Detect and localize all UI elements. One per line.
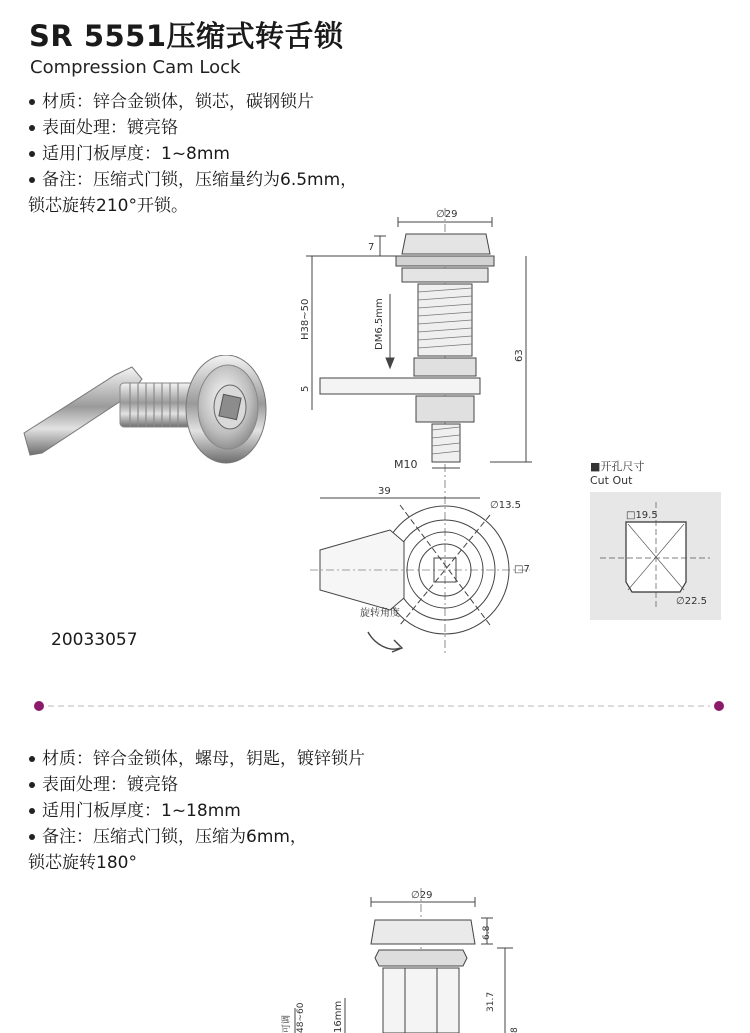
cutout-label-en: Cut Out bbox=[590, 474, 633, 487]
cutout-label bbox=[590, 460, 644, 488]
rotation-angle-label: 旋转角度 bbox=[360, 608, 400, 619]
dim-dia-13-5: ∅13.5 bbox=[490, 500, 521, 511]
dim-dm: DM6.5mm bbox=[374, 298, 385, 350]
spec-finish: 表面处理：镀亮铬 bbox=[28, 115, 357, 141]
dim-thread: M10 bbox=[394, 458, 418, 471]
technical-drawing-b bbox=[275, 888, 535, 1033]
dim-b-31-7: 31.7 bbox=[486, 991, 496, 1012]
spec-material-b: 材质：锌合金锁体，螺母，钥匙，镀锌锁片 bbox=[28, 746, 365, 772]
product-title: SR 5551压缩式转舌锁 bbox=[29, 19, 344, 53]
dim-h-range: H38~50 bbox=[300, 298, 311, 340]
dim-b-range: 48~60 bbox=[296, 1002, 306, 1033]
spec-material: 材质：锌合金锁体，锁芯，碳钢锁片 bbox=[28, 89, 357, 115]
dim-b-dia-top: ∅29 bbox=[411, 890, 433, 901]
dim-dia-top: ∅29 bbox=[436, 209, 458, 220]
square-keyway-icon bbox=[219, 394, 241, 419]
dim-b-dm: 16mm bbox=[333, 1000, 344, 1033]
dim-5: 5 bbox=[300, 385, 311, 392]
cutout-label-cn: ■开孔尺寸 bbox=[590, 460, 645, 473]
product-subtitle: Compression Cam Lock bbox=[30, 57, 241, 78]
cutout-sq-dim: □19.5 bbox=[626, 510, 658, 521]
section-divider bbox=[34, 700, 724, 712]
dim-b-adjust: 可调 bbox=[282, 1014, 292, 1033]
technical-drawing-a bbox=[290, 200, 550, 660]
cutout-dia-dim: ∅22.5 bbox=[676, 596, 707, 607]
spec-note-line2: 锁芯旋转210°开锁。 bbox=[28, 196, 188, 216]
part-number: 20033057 bbox=[51, 630, 138, 650]
dim-39: 39 bbox=[378, 486, 391, 497]
dim-7: 7 bbox=[368, 242, 375, 253]
dim-sq-7: □7 bbox=[514, 564, 530, 575]
cutout-diagram bbox=[590, 492, 721, 620]
spec-list-b bbox=[28, 746, 365, 876]
spec-note-b bbox=[28, 824, 365, 876]
spec-note-line1: 备注：压缩式门锁，压缩量约为6.5mm， bbox=[42, 170, 358, 190]
dim-63: 63 bbox=[514, 349, 525, 362]
spec-note-b-line1: 备注：压缩式门锁，压缩为6mm， bbox=[42, 827, 307, 847]
spec-thickness-b: 适用门板厚度：1~18mm bbox=[28, 798, 365, 824]
spec-note-b-line2: 锁芯旋转180° bbox=[28, 853, 137, 873]
spec-thickness: 适用门板厚度：1~8mm bbox=[28, 141, 357, 167]
lock-photo bbox=[20, 355, 270, 475]
dim-b-8: 8 bbox=[510, 1027, 520, 1033]
spec-finish-b: 表面处理：镀亮铬 bbox=[28, 772, 365, 798]
dim-b-6-8: 6.8 bbox=[482, 925, 492, 940]
